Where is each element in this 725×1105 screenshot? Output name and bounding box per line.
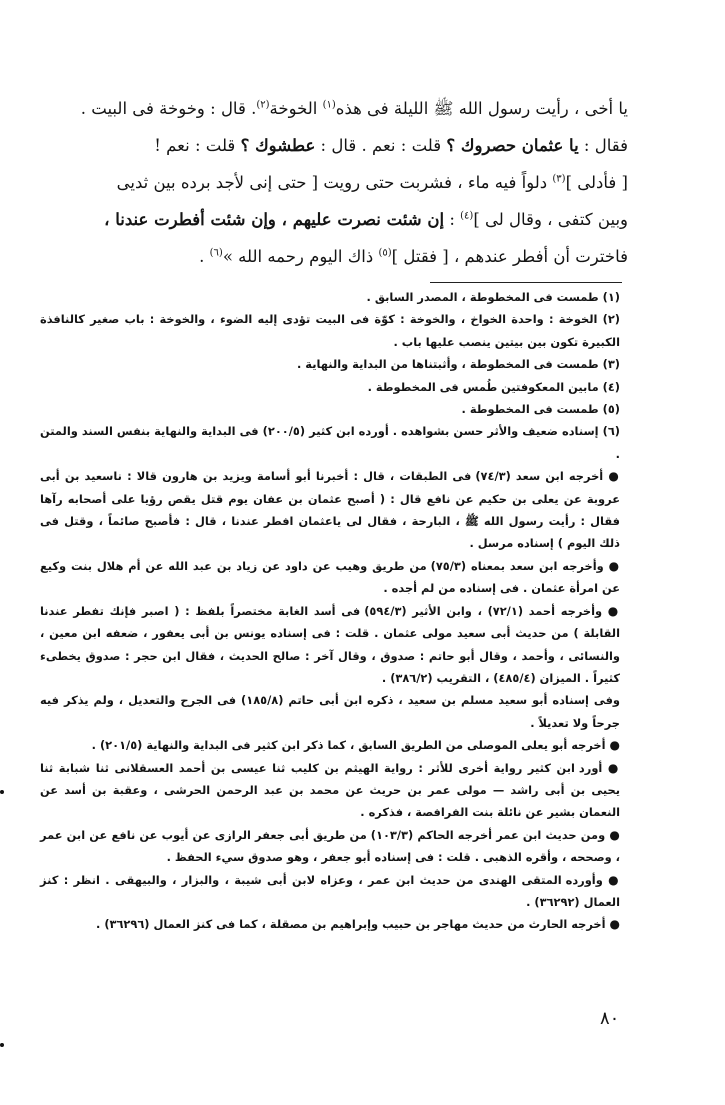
text-segment: [ فأدلى ] <box>565 173 628 192</box>
footnote-5: (٥) طمست فى المخطوطة . <box>461 402 620 417</box>
text-segment: : <box>444 210 461 229</box>
bullet-icon: ● <box>609 738 620 753</box>
source-text: أخرجه ابن سعد (٧٤/٣) فى الطبقات ، قال : أخبرنا أبو أسامة ويزيد بن هارون قالا : ناسعيد بن أبى عروبة عن يعلى بن حكيم عن نافع قال : ( أصبح عثمان بن عفان يوم قتل يقص رؤيا على أصحابه رآها فقال : رأيت رسول الله ﷺ ، البارحة ، فقال لى ياعثمان افطر عندنا ، قال : فأصبح صائماً ، وقتل فى ذلك اليوم ) إسناده مرسل . <box>40 469 620 551</box>
bullet-icon: ● <box>608 558 621 573</box>
footnote-ref: (١) <box>322 99 336 111</box>
source-text: وأخرجه ابن سعد بمعناه (٧٥/٣) من طريق وهيب عن داود عن زياد بن عبد الله عن أم هلال بنت وكيع عن امرأة عثمان . فى إسناده من لم أجده . <box>40 558 620 596</box>
source-note-8 <box>40 913 620 935</box>
page-number: ٨٠ <box>600 1008 620 1029</box>
source-note-1 <box>40 465 620 555</box>
footnotes-block <box>40 286 620 936</box>
source-text: أورد ابن كثير رواية أخرى للأثر : رواية الهيثم بن كليب ثنا عيسى بن أحمد العسقلانى ثنا شبابة ثنا يحيى بن أبى راشد — مولى عمر بن حريث عن محمد بن عبد الرحمن الحرشى ، وعقبة بن أسد عن النعمان بشير عن نائلة بنت الفرافصة ، فذكره . <box>40 760 620 820</box>
text-segment: دلواً فيه ماء ، فشربت حتى رويت [ حتى إنى لأجد برده بين ثديى <box>116 173 553 192</box>
footnote-ref: (٣) <box>552 173 566 185</box>
footnote-ref: (٢) <box>256 99 270 111</box>
source-note-4 <box>40 734 620 756</box>
text-segment: . قال : وخوخة فى البيت . <box>80 99 257 118</box>
source-note-3 <box>40 600 620 690</box>
bullet-icon: ● <box>607 760 620 775</box>
scan-edge-mark <box>0 790 4 794</box>
main-line-5 <box>50 238 628 275</box>
bullet-icon: ● <box>609 917 620 932</box>
footnote-1: (١) طمست فى المخطوطة ، المصدر السابق . <box>366 290 620 304</box>
scan-edge-mark <box>0 1043 4 1047</box>
text-segment: الخوخة <box>269 99 323 118</box>
footnote-2: (٢) الخوخة : واحدة الخواخ ، والخوخة : كوّة فى البيت تؤدى إليه الضوء ، والخوخة : باب صغير كالنافذة الكبيرة تكون بين بيتين ينصب عليها باب . <box>40 312 620 349</box>
text-segment: قلت : نعم ! <box>154 136 241 155</box>
source-text: وأورده المتقى الهندى من حديث ابن عمر ، وعزاه لابن أبى شيبة ، والبزار ، والبيهقى . انظر : كنز العمال (٣٦٢٩٢) . <box>40 872 620 909</box>
footnote-6: (٦) إسناده ضعيف والأثر حسن بشواهده . أورده ابن كثير (٢٠٠/٥) فى البداية والنهاية بنفس السند والمتن . <box>40 424 620 461</box>
source-text: أخرجه الحارث من حديث مهاجر بن حبيب وإبراهيم بن مصقلة ، كما فى كنز العمال (٣٦٢٩٦) . <box>96 917 606 932</box>
text-segment: فقال : <box>578 136 628 155</box>
text-segment: . <box>199 247 210 266</box>
text-segment: قلت : نعم . قال : <box>315 136 447 155</box>
text-segment: يا أخى ، رأيت رسول الله ﷺ الليلة فى هذه <box>335 99 628 118</box>
footnote-4: (٤) مابين المعكوفتين طُمس فى المخطوطة . <box>367 379 620 394</box>
source-note-7 <box>40 869 620 914</box>
bold-quote: يا عثمان حصروك ؟ <box>446 136 579 155</box>
text-segment: فاخترت أن أفطر عندهم ، [ فقتل ] <box>391 247 628 266</box>
footnote-3: (٣) طمست فى المخطوطة ، وأثبتناها من البداية والنهاية . <box>297 357 620 372</box>
footnote-divider <box>430 282 622 283</box>
source-text: أخرجه أبو يعلى الموصلى من الطريق السابق ، كما ذكر ابن كثير فى البداية والنهاية (٢٠١/٥) . <box>91 738 606 753</box>
footnote-ref: (٥) <box>378 247 392 259</box>
text-segment: وبين كتفى ، وقال لى ] <box>473 210 628 229</box>
bullet-icon: ● <box>608 872 620 887</box>
bullet-icon: ● <box>608 469 620 484</box>
bullet-icon: ● <box>607 603 620 618</box>
bold-quote: عطشوك ؟ <box>240 136 316 155</box>
source-note-5 <box>40 757 620 824</box>
bullet-icon: ● <box>609 827 621 842</box>
source-note-6 <box>40 824 620 869</box>
source-text: ومن حديث ابن عمر أخرجه الحاكم (١٠٣/٣) من طريق أبى جعفر الرازى عن أيوب عن نافع عن ابن عمر ، وصححه ، وأقره الذهبى . قلت : فى إسناده أبو جعفر ، وهو صدوق سيء الحفظ . <box>40 827 620 865</box>
source-note-2 <box>40 555 620 600</box>
main-line-2 <box>50 127 628 164</box>
main-line-1 <box>50 90 628 127</box>
text-segment: ذاك اليوم رحمه الله » <box>222 247 379 266</box>
main-line-4 <box>50 201 628 238</box>
footnote-ref: (٦) <box>209 247 223 259</box>
source-text: وأخرجه أحمد (٧٢/١) ، وابن الأثير (٥٩٤/٣) فى أسد الغابة مختصراً بلفظ : ( اصبر فإنك تفطر عندنا القابلة ) من حديث أبى سعيد مولى عثمان . قلت : فى إسناده يونس بن أبى يعفور ، ضعفه ابن معين ، والنسائى ، وأحمد ، وقال أبو حاتم : صدوق ، وقال آخر : صالح الحديث ، فقال ابن حجر : صدوق يخطىء كثيراً . الميزان (٤٨٥/٤) ، التقريب (٣٨٦/٢) . <box>40 603 620 685</box>
main-line-3 <box>50 164 628 201</box>
source-note-3b: وفى إسناده أبو سعيد مسلم بن سعيد ، ذكره ابن أبى حاتم (١٨٥/٨) فى الجرح والتعديل ، ولم يذكر فيه جرحاً ولا تعديلاً . <box>40 693 620 730</box>
footnote-ref: (٤) <box>460 210 474 222</box>
bold-quote: إن شئت نصرت عليهم ، وإن شئت أفطرت عندنا ، <box>104 210 445 229</box>
main-text-block <box>50 90 628 275</box>
